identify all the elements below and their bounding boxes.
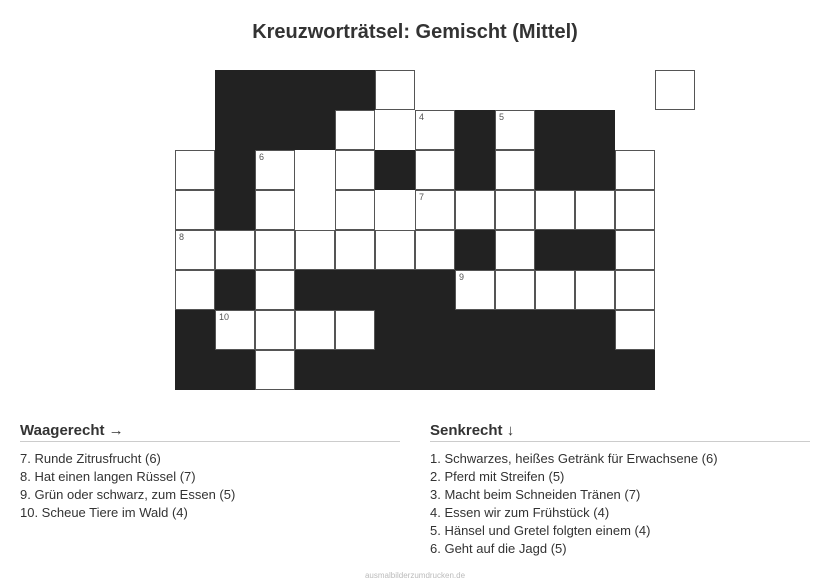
grid-cell-black [415, 270, 455, 310]
grid-cell[interactable] [335, 150, 375, 190]
grid-cell[interactable] [295, 310, 335, 350]
grid-cell[interactable] [175, 150, 215, 190]
grid-cell[interactable] [335, 230, 375, 270]
clue-number: 4 [419, 112, 425, 122]
grid-cell-black [455, 350, 495, 390]
across-heading: Waagerecht → [20, 422, 400, 442]
grid-cell-black [575, 310, 615, 350]
grid-cell[interactable] [335, 110, 375, 150]
down-clue: 2. Pferd mit Streifen (5) [430, 469, 565, 484]
grid-cell-black [255, 70, 295, 110]
grid-cell-black [495, 310, 535, 350]
grid-cell[interactable] [455, 270, 495, 310]
grid-cell-black [575, 110, 615, 150]
grid-cell-black [375, 310, 415, 350]
grid-cell-black [375, 270, 415, 310]
down-heading: Senkrecht ↓ [430, 422, 810, 442]
grid-cell-black [215, 150, 255, 190]
across-clue: 7. Runde Zitrusfrucht (6) [20, 451, 161, 466]
down-clue: 5. Hänsel und Gretel folgten einem (4) [430, 523, 651, 538]
grid-cell-black [295, 110, 335, 150]
grid-cell-black [215, 350, 255, 390]
footer-watermark: ausmalbilderzumdrucken.de [364, 571, 466, 580]
grid-cell-black [335, 70, 375, 110]
clue-number: 6 [259, 152, 265, 162]
grid-cell[interactable] [415, 150, 455, 190]
grid-cell[interactable] [415, 230, 455, 270]
grid-cell[interactable] [415, 110, 455, 150]
grid-cell[interactable] [495, 230, 535, 270]
down-clue: 4. Essen wir zum Frühstück (4) [430, 505, 610, 520]
grid-cell[interactable] [615, 270, 655, 310]
grid-cell-black [455, 150, 495, 190]
grid-cell[interactable] [255, 310, 295, 350]
grid-cell[interactable] [255, 270, 295, 310]
grid-cell-black [335, 350, 375, 390]
grid-cell-black [215, 70, 255, 110]
grid-cell[interactable] [615, 190, 655, 230]
grid-cell-black [535, 110, 575, 150]
grid-cell[interactable] [575, 270, 615, 310]
grid-cell[interactable] [255, 230, 295, 270]
grid-cell[interactable] [575, 190, 615, 230]
grid-cell-black [295, 70, 335, 110]
clue-number: 8 [179, 232, 185, 242]
clue-number: 10 [219, 312, 230, 322]
grid-cell-black [575, 230, 615, 270]
grid-cell-black [375, 350, 415, 390]
down-clue: 1. Schwarzes, heißes Getränk für Erwachsene (6) [430, 451, 718, 466]
grid-cell[interactable] [215, 230, 255, 270]
grid-cell[interactable] [495, 110, 535, 150]
grid-cell-black [455, 310, 495, 350]
grid-cell-black [415, 350, 455, 390]
crossword-grid [175, 70, 655, 390]
grid-cell-black [415, 310, 455, 350]
grid-cell[interactable] [415, 190, 455, 230]
grid-cell[interactable] [655, 70, 695, 110]
grid-cell[interactable] [495, 190, 535, 230]
grid-cell[interactable] [535, 190, 575, 230]
grid-cell[interactable] [455, 190, 495, 230]
clue-number: 7 [419, 192, 425, 202]
across-clues-section [20, 422, 400, 522]
grid-cell[interactable] [335, 190, 375, 230]
grid-cell-black [535, 350, 575, 390]
grid-cell-black [615, 350, 655, 390]
grid-cell[interactable] [615, 310, 655, 350]
clue-number: 9 [459, 272, 465, 282]
down-clues-section [430, 422, 810, 558]
grid-cell-black [295, 270, 335, 310]
grid-cell-black [215, 190, 255, 230]
grid-cell-black [255, 110, 295, 150]
grid-cell[interactable] [215, 310, 255, 350]
grid-cell[interactable] [255, 350, 295, 390]
grid-cell-black [575, 350, 615, 390]
page-title: Kreuzworträtsel: Gemischt (Mittel) [252, 21, 578, 43]
grid-cell-black [175, 350, 215, 390]
across-clue: 8. Hat einen langen Rüssel (7) [20, 469, 196, 484]
grid-cell-black [495, 350, 535, 390]
grid-cell-black [335, 270, 375, 310]
grid-cell[interactable] [495, 150, 535, 190]
down-clue: 6. Geht auf die Jagd (5) [430, 541, 567, 556]
grid-cell-black [535, 230, 575, 270]
across-clue: 9. Grün oder schwarz, zum Essen (5) [20, 487, 236, 502]
grid-cell-black [455, 230, 495, 270]
grid-cell[interactable] [255, 190, 295, 230]
grid-cell-black [455, 110, 495, 150]
grid-cell-black [175, 310, 215, 350]
grid-cell-black [215, 110, 255, 150]
across-clue: 10. Scheue Tiere im Wald (4) [20, 505, 188, 520]
down-clue: 3. Macht beim Schneiden Tränen (7) [430, 487, 641, 502]
grid-cell[interactable] [175, 190, 215, 230]
grid-cell[interactable] [535, 270, 575, 310]
grid-cell[interactable] [375, 230, 415, 270]
grid-cell-black [575, 150, 615, 190]
grid-cell[interactable] [295, 230, 335, 270]
grid-cell-black [295, 350, 335, 390]
grid-cell[interactable] [175, 270, 215, 310]
grid-cell[interactable] [335, 310, 375, 350]
grid-cell-black [535, 150, 575, 190]
grid-cell[interactable] [175, 230, 215, 270]
grid-cell[interactable] [615, 150, 655, 190]
grid-cell[interactable] [255, 150, 295, 190]
grid-cell-black [215, 270, 255, 310]
grid-cell[interactable] [495, 270, 535, 310]
grid-cell-black [375, 150, 415, 190]
clue-number: 5 [499, 112, 505, 122]
grid-cell[interactable] [375, 70, 415, 110]
grid-cell-black [535, 310, 575, 350]
grid-cell[interactable] [615, 230, 655, 270]
